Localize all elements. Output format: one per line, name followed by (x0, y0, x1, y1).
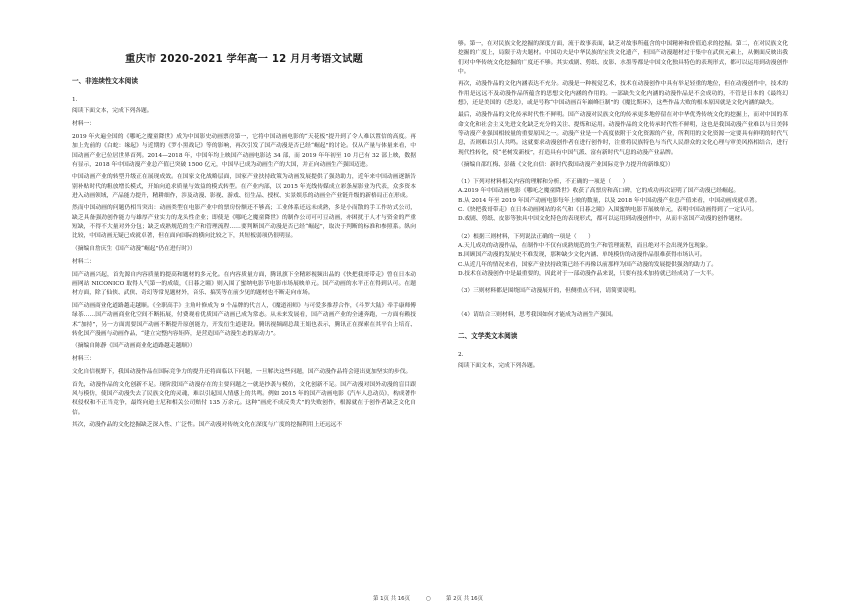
material-3-paragraph: 最后，动漫作品的文化传承时代性不鲜明。国产动漫对民族文化的传承更多地停留在对中华优秀传统文化的挖掘上，而对中国的革命文化和社会主义先进文化缺乏充分的关注、提炼和运用。动漫作品的文化传承时代性不鲜明，这也是我国动漫产业难以与日美韩等动漫产业强国相较量的重要原因之一。动漫产业是一个高度依附于文化资源的产业，所利用的文化资源一定要具有鲜明的时代气息，否则难以引人共鸣。这就要求动漫创作者在进行创作时，注重将民族特色与当代人民群众的文化心理与审美风格相结合，进行现代性转化，使“老树发新枝”，打造具有中国气派、富有新时代气息的动漫产业品牌。 (458, 112, 788, 156)
question-2-stem: （2）根据三则材料，下列说法正确的一项是（ ） (458, 233, 594, 240)
page-number-right: 第 2页 共 16页 (446, 596, 483, 602)
question-1-option-c: C.《快把我哥带走》在日本动画网站的名气和《日暮之瞳》入围蜜纳电影节展映单元，表明中国动画得到了一定认可。 (458, 207, 758, 214)
material-2-label: 材料二： (72, 258, 95, 265)
instruction: 阅读下面文本，完成下列各题。 (72, 108, 153, 114)
material-2-paragraph: 国产动画兴起，首先源自内容质量的提高和题材的多元化。在内容质量方面，腾讯旗下全精彩视频出品的《快把我哥带走》曾在日本动画网站 NICONICO 取得人气第一的成绩，《日暮之瞳》则入围了蜜纳电影节电影市场展映单元。国产动画的水平正在得到认可。在题材方面，除了仙侠、武侠、奇幻等常见题材外，音乐、搞笑等在前少见的题材也不断走向市场。 (72, 271, 416, 297)
material-3-paragraph: 首先，动漫作品的文化创新不足。现阶段国产动漫存在的主要问题之一就是抄袭与模仿，文化创新不足。国产动漫对国外动漫的盲目跟风与模仿，使国产动漫失去了民族文化的灵魂，难以引起国人情感上的共鸣。例如 2015 年的国产动画电影《汽车人总动员》，构成著作权侵权和不正当竞争，最终向迪士尼和相关公司赔付 135 万余元。这种“画虎不成反类犬”的失败创作，根源就在于创作者缺乏文化自信。 (72, 381, 416, 416)
material-1-paragraph: 2019 年火遍全国的《哪吒之魔童降世》成为中国影史动画票房第一，它将中国动画电影的“天花板”提升到了令人难以置信的高度。再加上先前的《白蛇：缘起》与近期的《罗小黑战记》等的影响，再次引发了国产动漫是否已经“崛起”的讨论。仅从产量与体量来看，中国动画产业已位居世界首列。2014—2018 年，中国年均上映国产动画电影达 34 部，而 2019 年年初至 10 月已有 32 部上映，数据有显示，2018 年中国动漫产业总产值已突破 1500 亿元，中国早已成为动画生产的大国，并正向动画生产强国迈进。 (72, 134, 416, 169)
question-2-option-c: C.从近几年的情况来看，国家产业扶持政策已经不再像以前那样为国产动漫的发展提供强劲的助力了。 (458, 261, 718, 268)
question-number: 1. (72, 97, 78, 103)
material-1-paragraph: 然而中国动画的问题仍相当突出：动画类型在电影产业中的票房份额还不够高；工业体系还远未成熟，多是小而散的手工作坊式公司，缺乏具备强劲创作能力与雄厚产业实力的龙头性企业；即使是《哪吒之魔童降世》的制作公司可可豆动画，亦困扰于人才与资金的严重短缺，不得不大量对外分包；缺乏成熟规范的生产和管理流程……要判断国产动漫是否已经“崛起”，取决于判断的标准和参照系。纵向比较，中国动画无疑已成就卓著，但在面向国际的横向比较之下，其短板弱项仍很明显。 (72, 205, 416, 240)
material-1-paragraph: 中国动画产业的转型升级正在展现成效。在国家文化战略层面，国家产业扶持政策为动画发展提供了强劲助力，近年来中国动画逐渐告别补贴时代的粗放增长模式，开始向追求质量与效益的模式转型。在产业内部，以 2015 年光线传媒成立彩条屋影业为代表，众多资本进入动画领域，产品能力提升，精耕细作，涉及动漫、影视、游戏、衍生品、授权、实景娱乐的动画全产业链升级的新格局正在形成。 (72, 174, 416, 200)
instruction: 阅读下面文本，完成下列各题。 (458, 362, 539, 369)
question-3: （3）三则材料都是围绕国产动漫展开的，但侧重点不同，请简要说明。 (458, 288, 640, 295)
material-3-paragraph: 再次，动漫作品的文化内涵表达不充分。动漫是一种视觉艺术，技术在动漫创作中具有举足轻重的地位，但在动漫创作中，技术的作用是远远不及动漫作品所蕴含的思想文化内涵的作用的。一部缺失文化内涵的动漫作品是不会成功的，不管是日本的《最终幻想》，还是美国的《恐龙》，或是号称“中国动画百年巅峰巨制”的《魔比斯环》，这些作品大败的根本原因就是文化内涵的缺失。 (458, 81, 788, 107)
question-number: 2. (458, 351, 464, 358)
material-2-source: （摘编自陈静《国产动画商业化道路越走越顺》） (72, 343, 196, 350)
question-4: （4）请结合三则材料，思考我国如何才能成为动画生产强国。 (458, 312, 617, 319)
section-heading-nonlinear-reading: 一、非连续性文本阅读 (72, 77, 138, 85)
right-page (430, 0, 860, 608)
question-1-stem: （1）下列对材料相关内容的理解和分析，不正确的一项是（ ） (458, 179, 629, 186)
question-1-option-b: B.从 2014 年至 2019 年国产动画电影每年上映的数量，以及 2018 年中国动漫产业总产值来看，中国动画成就卓著。 (458, 197, 761, 204)
material-1-source: （摘编自詹庆生《国产动漫“崛起”仍在进行时》） (72, 245, 196, 252)
question-2-option-d: D.技术在动漫创作中是最重要的，因此对于一部动漫作品来说，只要有技术加持就已经成功了一大半。 (458, 270, 718, 277)
section-heading-literary-reading: 二、文学类文本阅读 (458, 331, 518, 340)
material-3-source: （摘编自邵红梅、彭薇《文化自信：新时代我国动漫产业国际竞争力提升的新维度》） (458, 162, 674, 169)
page-number-left: 第 1页 共 16页 (373, 596, 410, 602)
material-3-paragraph: 够。第一，在对民族文化挖掘的深度方面，流于故事表面，缺乏对故事所蕴含的中国精神和价值追求的挖掘。第二，在对民族文化挖掘的广度上，局限于功夫题材。中国功夫是中华民族的宝贵文化遗产，但国产动漫题材过于集中在武侠元素上，从侧面反映出我们对中华传统文化挖掘的广度还不够。其实戏剧、剪纸、皮影、水墨等都是中国文化独具特色的表现形式，都可以运用到动漫创作中。 (458, 41, 788, 76)
material-3-paragraph: 文化自信视野下，我国动漫作品在国际竞争力的提升还将面临以下问题，一旦解决这些问题，国产动漫作品将会迎出更加坚实的步伐。 (72, 369, 412, 376)
question-2-option-a: A.天儿成功的动漫作品，在制作中不仅有成熟规范的生产和管理流程，而且绝对不会出现外包现象。 (458, 242, 712, 249)
material-3-paragraph: 其次，动漫作品的文化挖掘缺乏深入性、广泛性。国产动漫对传统文化在深度与广度的挖掘利用上还远远不 (72, 421, 343, 428)
material-1-label: 材料一： (72, 121, 95, 127)
question-2-option-b: B.回顾国产动漫的发展史不难发现，那种缺少文化内涵、单纯模仿的动漫作品很难获得市场认可。 (458, 252, 706, 259)
binding-circle-icon: ○ (426, 596, 432, 602)
page-title: 重庆市 2020-2021 学年高一 12 月月考语文试题 (125, 54, 363, 65)
question-1-option-d: D.戏剧、剪纸、皮影等独具中国文化特色的表现形式，都可以运用到动漫创作中，从而丰富国产动漫的创作题材。 (458, 216, 746, 223)
material-2-paragraph: 国产动画商业化道路越走越顺。《全职高手》主角叶修成为 9 个品牌的代言人，《魔道祖师》与可爱多推荐合作，《斗罗大陆》牵手康师傅绿茶……国产动画商业化空间不断拓展，付费观看优质国产动画已成为常态。从未来发展看，国产动画产业的全速奔跑，一方面有赖技术“加持”，另一方面需要国产动画不断提升原创能力，开发衍生道建设。腾讯视频副总裁王娟也表示，腾讯正在探索在其平台上培育、转化国产漫画与动画作品，“建立完整内容矩阵，是营造国产动漫生态的原动力”。 (72, 302, 416, 337)
material-3-label: 材料三： (72, 356, 95, 363)
question-1-option-a: A.2019 年中国动画电影《哪吒之魔童降世》收获了高票房和高口碑，它的成功再次证明了国产动漫已经崛起。 (458, 188, 740, 195)
